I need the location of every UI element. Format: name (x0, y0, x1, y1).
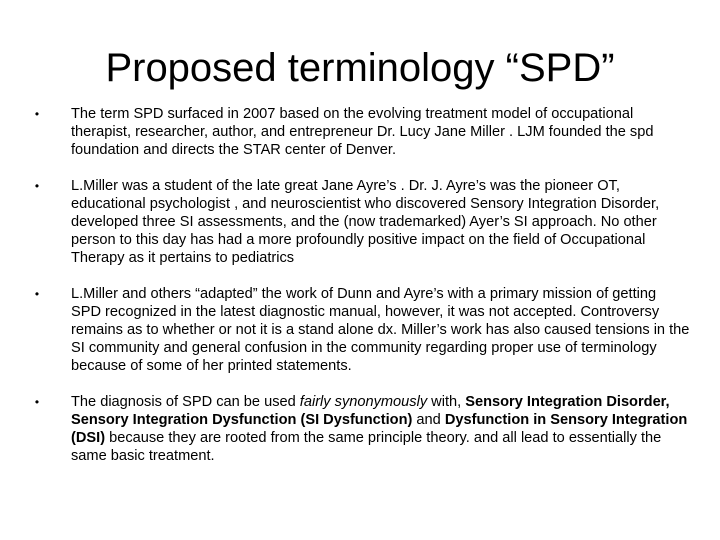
bullet-item (30, 177, 690, 267)
bold-term: Sensory Integration Disorder, Sensory Integration Dysfunction (SI Dysfunction) (71, 394, 670, 428)
bullet-text: L.Miller was a student of the late great Jane Ayre’s . Dr. J. Ayre’s was the pioneer OT, educational psychologist , and neuroscientist who discovered Sensory Integration Disorder, developed three SI assessments, and the (now trademarked) Ayer’s SI approach. No other person to this day has had a more profoundly positive impact on the field of Occupational Therapy as it pertains to pediatrics (71, 178, 660, 266)
bullet-dot-icon: • (34, 107, 40, 121)
bullet-item (30, 285, 690, 375)
slide-title: Proposed terminology “SPD” (105, 46, 615, 90)
bullet-text-part: with, (427, 394, 466, 410)
bullet-text: L.Miller and others “adapted” the work of Dunn and Ayre’s with a primary mission of getting SPD recognized in the latest diagnostic manual, however, it was not accepted. Controversy remains as to whether or not it is a stand alone dx. Miller’s work has also caused tensions in the SI community and general confusion in the community regarding proper use of terminology because of some of her printed statements. (71, 286, 690, 374)
bold-term: Dysfunction in Sensory Integration (DSI) (71, 412, 688, 446)
bullet-item (30, 393, 690, 465)
bullet-dot-icon: • (34, 179, 40, 193)
bullet-text (71, 394, 687, 464)
bullet-text: The term SPD surfaced in 2007 based on the evolving treatment model of occupational therapist, researcher, author, and entrepreneur Dr. Lucy Jane Miller . LJM founded the spd foundation and directs the STAR center of Denver. (71, 106, 654, 158)
bullet-text-part: The diagnosis of SPD can be used (71, 394, 300, 410)
bullet-text-part: and (412, 412, 445, 428)
bullet-text-part: because they are rooted from the same principle theory. and all lead to essentially the same basic treatment. (71, 430, 662, 464)
bullet-dot-icon: • (34, 395, 40, 409)
bullet-item (30, 105, 690, 159)
bullet-list (30, 105, 690, 465)
italic-phrase: fairly synonymously (299, 394, 428, 410)
bullet-dot-icon: • (34, 287, 40, 301)
